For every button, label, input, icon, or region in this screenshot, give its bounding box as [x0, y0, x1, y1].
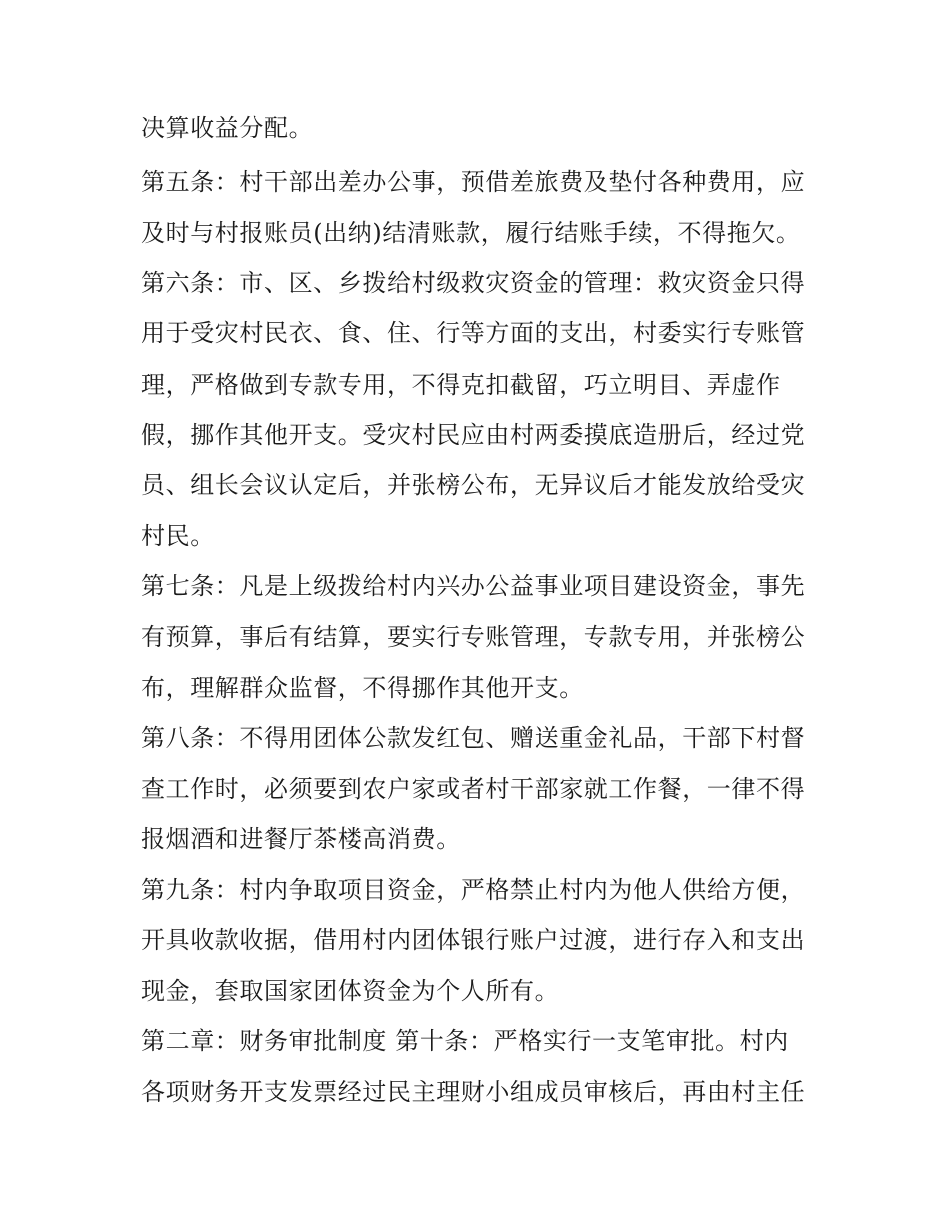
text-line: 决算收益分配。: [141, 114, 314, 142]
text-line: 第五条：村干部出差办公事，预借差旅费及垫付各种费用，应: [141, 168, 806, 196]
text-line: 各项财务开支发票经过民主理财小组成员审核后，再由村主任: [141, 1078, 806, 1106]
text-line: 现金，套取国家团体资金为个人所有。: [141, 977, 560, 1005]
text-line: 村民。: [141, 522, 215, 550]
text-line: 第六条：市、区、乡拨给村级救灾资金的管理：救灾资金只得: [141, 269, 806, 297]
text-line: 查工作时，必须要到农户家或者村干部家就工作餐，一律不得: [141, 775, 806, 803]
text-line: 第八条：不得用团体公款发红包、赠送重金礼品，干部下村督: [141, 724, 806, 752]
text-line: 假，挪作其他开支。受灾村民应由村两委摸底造册后，经过党: [141, 421, 806, 449]
text-line: 报烟酒和进餐厅茶楼高消费。: [141, 825, 461, 853]
text-line: 第九条：村内争取项目资金，严格禁止村内为他人供给方便，: [141, 876, 806, 904]
text-line: 有预算，事后有结算，要实行专账管理，专款专用，并张榜公: [141, 623, 806, 651]
text-line: 第七条：凡是上级拨给村内兴办公益事业项目建设资金，事先: [141, 572, 806, 600]
text-line: 布，理解群众监督，不得挪作其他开支。: [141, 674, 584, 702]
text-line: 及时与村报账员(出纳)结清账款，履行结账手续，不得拖欠。: [141, 219, 801, 247]
text-line: 理，严格做到专款专用，不得克扣截留，巧立明目、弄虚作: [141, 371, 781, 399]
text-line: 用于受灾村民衣、食、住、行等方面的支出，村委实行专账管: [141, 319, 806, 347]
text-line: 开具收款收据，借用村内团体银行账户过渡，进行存入和支出: [141, 926, 806, 954]
text-line: 第二章：财务审批制度 第十条：严格实行一支笔审批。村内: [141, 1027, 789, 1055]
text-line: 员、组长会议认定后，并张榜公布，无异议后才能发放给受灾: [141, 471, 806, 499]
